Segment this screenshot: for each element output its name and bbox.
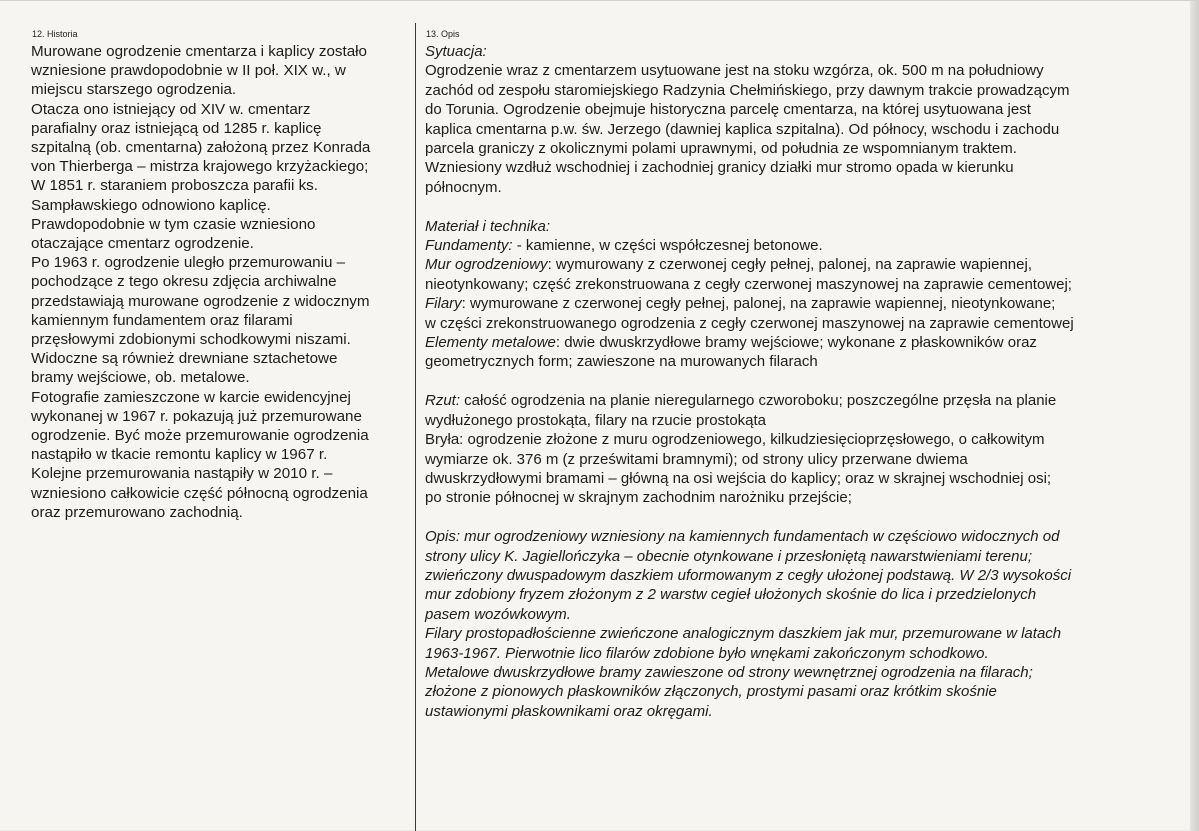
opis-description	[425, 527, 1185, 721]
historia-line: pochodzące z tego okresu zdjęcia archiwalne	[31, 273, 337, 291]
historia-line: szpitalną (ob. cmentarna) założoną przez Konrada	[31, 139, 371, 157]
historia-line: otaczające cmentarz ogrodzenie.	[31, 235, 254, 253]
historia-line: przęsłowymi zdobionymi schodkowymi niszami.	[31, 331, 351, 349]
elementy-label: Elementy metalowe	[425, 334, 556, 352]
historia-line: parafialny oraz istniejącą od 1285 r. kaplicę	[31, 119, 322, 137]
opis-line: zwieńczony dwuspadowym daszkiem uformowanym z cegły ułożonej podstawą. W 2/3 wysokości	[425, 566, 1072, 584]
bryla-line: po stronie północnej w skrajnym zachodnim narożniku przejście;	[425, 489, 852, 507]
sytuacja-line: kaplica cmentarna p.w. św. Jerzego (dawniej kaplica szpitalna). Od północy, wschodu i zachodu	[425, 120, 1060, 138]
filary-line-1	[425, 294, 1185, 313]
mur-line-1	[425, 255, 1185, 274]
elementy-line-2: geometrycznych form; zawieszone na murowanych filarach	[425, 353, 818, 371]
opis-line: Opis: mur ogrodzeniowy wzniesiony na kamiennych fundamentach w częściowo widocznych od	[425, 528, 1060, 546]
opis-line: mur zdobiony fryzem złożonym z 2 warstw cegieł ułożonych skośnie do lica i przedzielonych	[425, 586, 1037, 604]
sytuacja-line: Wzniesiony wzdłuż wschodniej i zachodniej granicy działki mur stromo opada w kierunku	[425, 159, 1014, 177]
sytuacja-line: do Torunia. Ogrodzenie obejmuje historyczna parcelę cmentarza, na której usytuowana jest	[425, 101, 1031, 119]
sytuacja-text	[425, 61, 1185, 197]
rzut-line-2: wydłużonego prostokąta, filary na rzucie prostokąta	[425, 411, 767, 429]
opis-line: Filary prostopadłościenne zwieńczone analogicznym daszkiem jak mur, przemurowane w latach	[425, 625, 1062, 643]
rzut-line-1	[425, 391, 1185, 410]
opis-section	[425, 28, 1185, 721]
historia-line: Kolejne przemurowania nastąpiły w 2010 r. –	[31, 465, 333, 483]
filary-label: Filary	[425, 295, 462, 313]
sytuacja-line: Ogrodzenie wraz z cmentarzem usytuowane jest na stoku wzgórza, ok. 500 m na południowy	[425, 62, 1044, 80]
bryla-text	[425, 430, 1185, 508]
historia-line: Prawdopodobnie w tym czasie wzniesiono	[31, 215, 316, 233]
sytuacja-line: zachód od zespołu staromiejskiego Radzynia Chełmińskiego, przy dawnym trakcie prowadzącym	[425, 81, 1070, 99]
historia-line: oraz przemurowano zachodnią.	[31, 503, 243, 521]
historia-line: von Thierberga – mistrza krajowego krzyżackiego;	[31, 158, 369, 176]
historia-line: bramy wejściowe, ob. metalowe.	[31, 369, 250, 387]
historia-line: nastąpiło w tkacie remontu kaplicy w 1967 r.	[31, 446, 328, 464]
historia-section	[31, 28, 413, 522]
sytuacja-heading: Sytuacja:	[425, 43, 487, 60]
historia-line: ogrodzenie. Być może przemurowanie ogrodzenia	[31, 427, 369, 445]
spacer	[425, 197, 1185, 216]
rzut-text-1: całość ogrodzenia na planie nieregularnego czworoboku; poszczególne przęsła na planie	[460, 392, 1057, 410]
historia-line: Otacza ono istniejący od XIV w. cmentarz	[31, 100, 311, 118]
historia-text	[31, 42, 413, 522]
column-divider	[415, 23, 416, 831]
material-heading: Materiał i technika:	[425, 217, 551, 235]
historia-line: Sampławskiego odnowiono kaplicę.	[31, 196, 271, 214]
opis-line: 1963-1967. Pierwotnie lico filarów zdobione było wnękami zakończonym schodkowo.	[425, 644, 989, 662]
historia-line: miejscu starszego ogrodzenia.	[31, 81, 237, 99]
opis-line: strony ulicy K. Jagiellończyka – obecnie otynkowane i przesłoniętą nawarstwieniami terenu;	[425, 547, 1032, 565]
fundamenty-label: Fundamenty:	[425, 237, 513, 255]
opis-line: ustawionymi płaskownikami oraz okręgami.	[425, 702, 713, 720]
historia-line: Widoczne są również drewniane sztachetowe	[31, 350, 338, 368]
spacer	[425, 508, 1185, 527]
opis-line: pasem wozówkowym.	[425, 605, 571, 623]
historia-line: wykonanej w 1967 r. pokazują już przemurowane	[31, 407, 362, 425]
elementy-line-1	[425, 333, 1185, 352]
bryla-line: Bryła: ogrodzenie złożone z muru ogrodzeniowego, kilkudziesięcioprzęsłowego, o całkowitym	[425, 431, 1045, 449]
fundamenty-text: - kamienne, w części współczesnej betonowe.	[512, 237, 823, 255]
filary-line-2: w części zrekonstruowanego ogrodzenia z cegły czerwonej maszynowej na zaprawie cementowej	[425, 314, 1074, 332]
filary-text-1: : wymurowane z czerwonej cegły pełnej, palonej, na zaprawie wapiennej, nieotynkowane;	[461, 295, 1056, 313]
opis-line: Metalowe dwuskrzydłowe bramy zawieszone od strony wewnętrznej ogrodzenia na filarach;	[425, 663, 1033, 681]
spacer	[425, 372, 1185, 391]
historia-line: Po 1963 r. ogrodzenie uległo przemurowaniu –	[31, 254, 346, 272]
mur-line-2: nieotynkowany; część zrekonstruowana z cegły czerwonej maszynowej na zaprawie cementowej;	[425, 275, 1072, 293]
mur-text-1: : wymurowany z czerwonej cegły pełnej, palonej, na zaprawie wapiennej,	[547, 256, 1032, 274]
sytuacja-line: parcela graniczy z okolicznymi polami uprawnymi, od południa ze wspomnianym traktem.	[425, 140, 1017, 158]
sytuacja-line: północnym.	[425, 178, 502, 196]
historia-line: wzniesiono całkowicie część północną ogrodzenia	[31, 484, 368, 502]
opis-label: 13. Opis	[426, 29, 460, 39]
historia-line: wzniesione prawdopodobnie w II poł. XIX w., w	[31, 62, 346, 80]
historia-line: W 1851 r. staraniem proboszcza parafii ks.	[31, 177, 318, 195]
historia-line: Murowane ogrodzenie cmentarza i kaplicy zostało	[31, 43, 367, 60]
page-edge	[1190, 1, 1199, 831]
rzut-label: Rzut:	[425, 392, 461, 410]
bryla-line: wymiarze ok. 376 m (z prześwitami bramnymi); od strony ulicy przerwane dwiema	[425, 450, 968, 468]
historia-line: przedstawiają murowane ogrodzenie z widocznym	[31, 292, 370, 310]
fundamenty-line	[425, 236, 1185, 255]
mur-label: Mur ogrodzeniowy	[425, 256, 548, 274]
opis-text-block	[425, 42, 1185, 721]
opis-line: złożone z pionowych płaskowników złączonych, prostymi pasami oraz krótkim skośnie	[425, 683, 997, 701]
historia-label: 12. Historia	[32, 29, 78, 39]
bryla-line: dwuskrzydłowymi bramami – główną na osi wejścia do kaplicy; oraz w skrajnej wschodniej osi;	[425, 469, 1052, 487]
elementy-text-1: : dwie dwuskrzydłowe bramy wejściowe; wykonane z płaskowników oraz	[555, 334, 1037, 352]
historia-line: Fotografie zamieszczone w karcie ewidencyjnej	[31, 388, 351, 406]
historia-line: kamiennym fundamentem oraz filarami	[31, 311, 293, 329]
